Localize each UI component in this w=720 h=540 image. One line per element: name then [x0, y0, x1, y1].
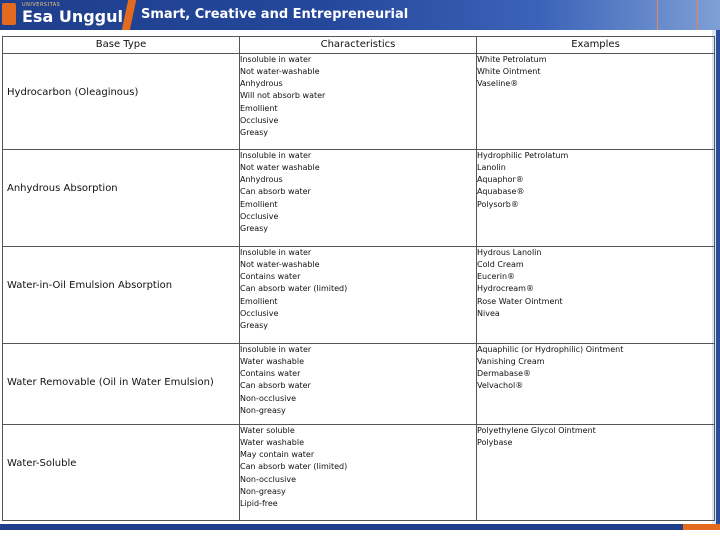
characteristic-item: Can absorb water (limited) [240, 462, 348, 472]
characteristic-item: Non-greasy [240, 486, 286, 496]
characteristics-cell [240, 425, 477, 521]
base-type-cell [3, 344, 240, 425]
example-item: Nivea [477, 308, 500, 318]
logo-subtitle: UNIVERSITAS [22, 2, 61, 8]
example-item: White Ointment [477, 67, 541, 77]
examples-cell [477, 344, 715, 425]
characteristic-item: Occlusive [240, 308, 279, 318]
characteristic-item: Can absorb water [240, 381, 311, 391]
examples-cell [477, 54, 715, 150]
characteristic-item: Emollient [240, 199, 278, 209]
characteristic-item: Not water-washable [240, 67, 320, 77]
characteristic-item: Insoluble in water [240, 55, 312, 64]
characteristic-item: Non-greasy [240, 405, 286, 415]
header-accent-line [697, 0, 698, 30]
example-item: Polysorb® [477, 199, 519, 209]
header-characteristics: Characteristics [240, 37, 477, 54]
characteristic-item: Greasy [240, 127, 269, 137]
characteristic-item: Contains water [240, 369, 301, 379]
characteristic-item: Contains water [240, 272, 301, 282]
header-examples: Examples [477, 37, 715, 54]
table-row [3, 425, 715, 521]
base-type-cell [3, 425, 240, 521]
characteristic-item: Emollient [240, 296, 278, 306]
characteristic-item: Anhydrous [240, 175, 283, 185]
characteristic-item: Insoluble in water [240, 151, 312, 160]
characteristic-item: Lipid-free [240, 498, 278, 508]
example-item: Polybase [477, 438, 513, 448]
example-item: Hydrous Lanolin [477, 248, 542, 257]
base-type-label: Water-Soluble [7, 458, 77, 469]
base-type-cell [3, 150, 240, 247]
header-tagline: Smart, Creative and Entrepreneurial [141, 7, 409, 22]
characteristic-item: Occlusive [240, 211, 279, 221]
characteristic-item: Emollient [240, 103, 278, 113]
example-item: Lanolin [477, 163, 506, 173]
characteristic-item: Insoluble in water [240, 345, 312, 354]
characteristics-cell [240, 54, 477, 150]
example-item: Aquaphor® [477, 175, 524, 185]
logo-name: Esa Unggul [22, 7, 123, 26]
example-item: Velvachol® [477, 381, 524, 391]
university-logo-icon [2, 3, 16, 25]
header-base-type: Base Type [3, 37, 240, 54]
table-row [3, 247, 715, 344]
characteristic-item: Greasy [240, 320, 269, 330]
characteristic-item: Can absorb water [240, 187, 311, 197]
header-divider [122, 0, 136, 30]
characteristic-item: Non-occlusive [240, 393, 297, 403]
characteristic-item: Not water washable [240, 163, 320, 173]
characteristic-item: Greasy [240, 223, 269, 233]
characteristic-item: Water washable [240, 438, 304, 448]
example-item: Vanishing Cream [477, 357, 545, 367]
table-row [3, 54, 715, 150]
example-item: Cold Cream [477, 260, 524, 270]
example-item: Eucerin® [477, 272, 516, 282]
base-type-label: Water Removable (Oil in Water Emulsion) [7, 377, 214, 388]
characteristic-item: Occlusive [240, 115, 279, 125]
base-type-cell [3, 54, 240, 150]
header-banner [0, 0, 720, 30]
header-accent-line [657, 0, 658, 30]
characteristic-item: Water washable [240, 357, 304, 367]
example-item: Hydrophilic Petrolatum [477, 151, 569, 160]
example-item: Dermabase® [477, 369, 531, 379]
table-header-row [3, 37, 715, 54]
characteristic-item: Insoluble in water [240, 248, 312, 257]
characteristics-cell [240, 150, 477, 247]
base-type-label: Hydrocarbon (Oleaginous) [7, 87, 139, 98]
characteristic-item: Water soluble [240, 426, 295, 435]
example-item: White Petrolatum [477, 55, 547, 64]
example-item: Polyethylene Glycol Ointment [477, 426, 596, 435]
table-row [3, 150, 715, 247]
characteristics-cell [240, 344, 477, 425]
characteristic-item: May contain water [240, 450, 315, 460]
base-type-cell [3, 247, 240, 344]
characteristic-item: Non-occlusive [240, 474, 297, 484]
examples-cell [477, 150, 715, 247]
base-type-label: Anhydrous Absorption [7, 183, 118, 194]
example-item: Aquaphilic (or Hydrophilic) Ointment [477, 345, 624, 354]
characteristics-cell [240, 247, 477, 344]
example-item: Rose Water Ointment [477, 296, 563, 306]
characteristic-item: Not water-washable [240, 260, 320, 270]
characteristic-item: Can absorb water (limited) [240, 284, 348, 294]
example-item: Vaseline® [477, 79, 519, 89]
base-type-label: Water-in-Oil Emulsion Absorption [7, 280, 173, 291]
examples-cell [477, 425, 715, 521]
example-item: Aquabase® [477, 187, 525, 197]
characteristic-item: Anhydrous [240, 79, 283, 89]
ointment-bases-table [2, 36, 715, 521]
right-edge-bar [716, 30, 720, 530]
characteristic-item: Will not absorb water [240, 91, 326, 101]
examples-cell [477, 247, 715, 344]
table-row [3, 344, 715, 425]
example-item: Hydrocream® [477, 284, 534, 294]
footer-space [0, 530, 720, 540]
